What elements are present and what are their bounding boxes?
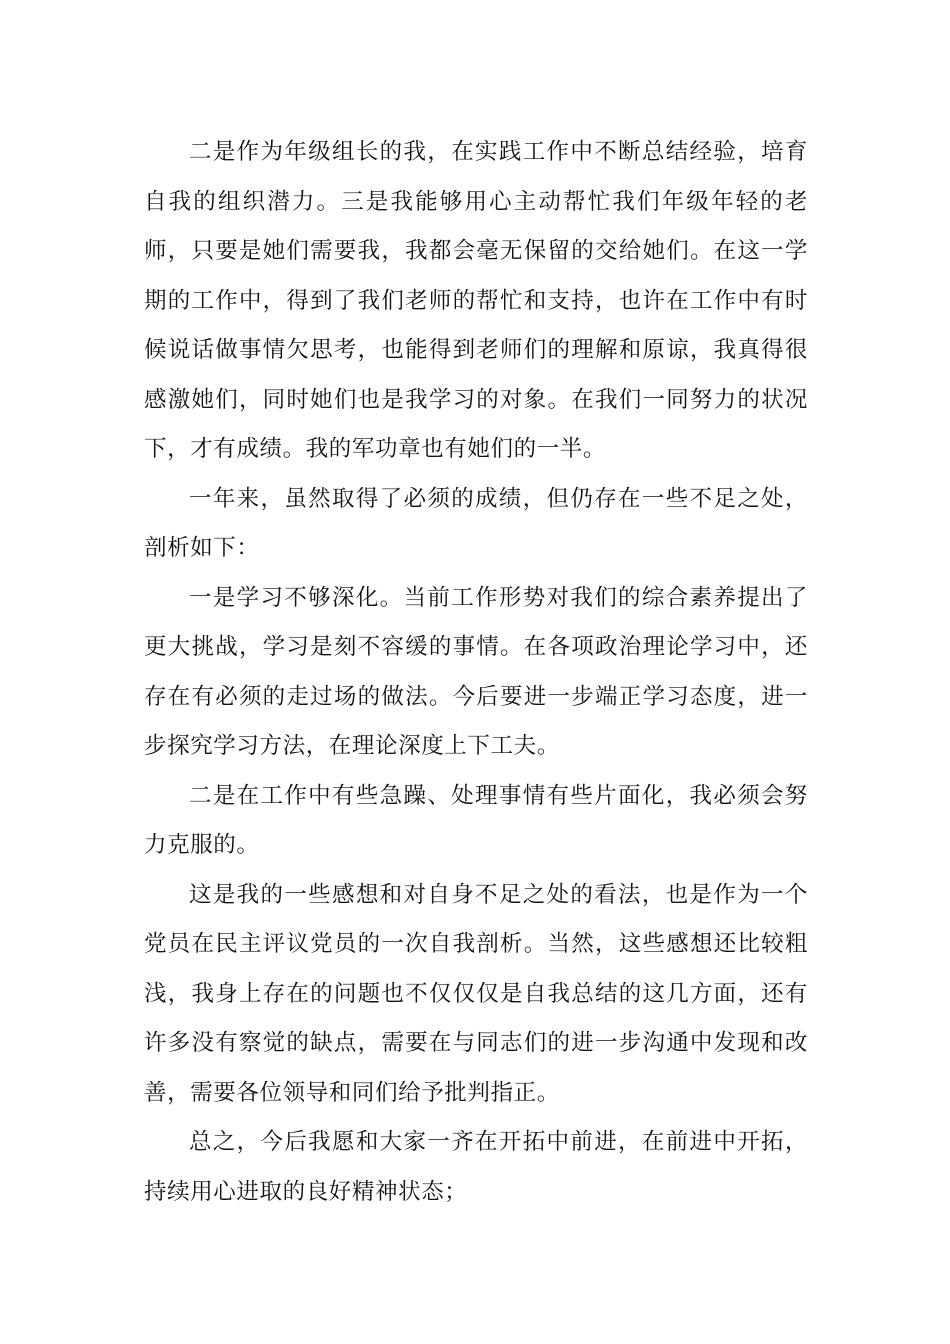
paragraph: 一是学习不够深化。当前工作形势对我们的综合素养提出了更大挑战，学习是刻不容缓的事情。在各项政治理论学习中，还存在有必须的走过场的做法。今后要进一步端正学习态度，进一步探究学习方法，在理论深度上下工夫。 (144, 584, 808, 759)
paragraph: 二是在工作中有些急躁、处理事情有些片面化，我必须会努力克服的。 (144, 782, 808, 858)
paragraph: 一年来，虽然取得了必须的成绩，但仍存在一些不足之处，剖析如下： (144, 485, 808, 561)
paragraph: 总之，今后我愿和大家一齐在开拓中前进，在前进中开拓，持续用心进取的良好精神状态； (144, 1129, 808, 1205)
paragraph: 二是作为年级组长的我，在实践工作中不断总结经验，培育自我的组织潜力。三是我能够用心主动帮忙我们年级年轻的老师，只要是她们需要我，我都会毫无保留的交给她们。在这一学期的工作中，得到了我们老师的帮忙和支持，也许在工作中有时候说话做事情欠思考，也能得到老师们的理解和原谅，我真得很感激她们，同时她们也是我学习的对象。在我们一同努力的状况下，才有成绩。我的军功章也有她们的一半。 (144, 139, 808, 462)
document-body (144, 128, 808, 1217)
paragraph: 这是我的一些感想和对自身不足之处的看法，也是作为一个党员在民主评议党员的一次自我剖析。当然，这些感想还比较粗浅，我身上存在的问题也不仅仅仅是自我总结的这几方面，还有许多没有察觉的缺点，需要在与同志们的进一步沟通中发现和改善，需要各位领导和同们给予批判指正。 (144, 881, 808, 1106)
